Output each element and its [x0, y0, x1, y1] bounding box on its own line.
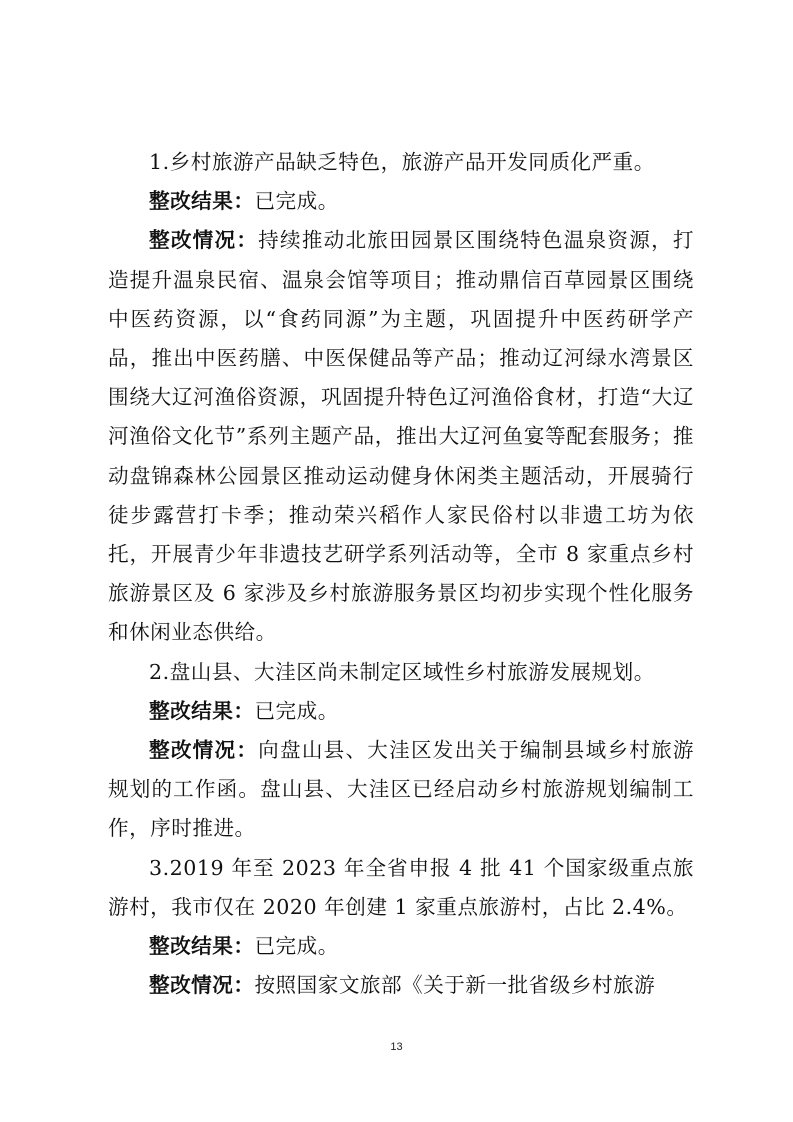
paragraph-label: 整改结果： — [149, 698, 255, 723]
paragraph-label: 整改情况： — [149, 738, 259, 763]
paragraph-status-1 — [108, 221, 694, 652]
paragraph-text: 已完成。 — [254, 698, 339, 723]
paragraph-label: 整改结果： — [149, 934, 255, 959]
paragraph-status-2 — [108, 731, 694, 849]
paragraph-text: 向盘山县、大洼区发出关于编制县域乡村旅游规划的工作函。盘山县、大洼区已经启动乡村旅游规划编制工作，序时推进。 — [108, 738, 695, 841]
paragraph-result-2 — [108, 692, 694, 731]
paragraph-label: 整改情况： — [149, 973, 255, 998]
paragraph-result-1 — [108, 182, 694, 221]
paragraph-text: 已完成。 — [254, 189, 339, 214]
paragraph-text: 持续推动北旅田园景区围绕特色温泉资源，打造提升温泉民宿、温泉会馆等项目；推动鼎信百草园景区围绕中医药资源，以“食药同源”为主题，巩固提升中医药研学产品，推出中医药膳、中医保健品等产品；推动辽河绿水湾景区围绕大辽河渔俗资源，巩固提升特色辽河渔俗食材，打造“大辽河渔俗文化节”系列主题产品，推出大辽河鱼宴等配套服务；推动盘锦森林公园景区推动运动健身休闲类主题活动，开展骑行徒步露营打卡季；推动荣兴稻作人家民俗村以非遗工坊为依托，开展青少年非遗技艺研学系列活动等，全市 8 家重点乡村旅游景区及 6 家涉及乡村旅游服务景区均初步实现个性化服务和休闲业态供给。 — [108, 228, 695, 645]
paragraph-issue-1 — [108, 143, 694, 182]
paragraph-text: 3.2019 年至 2023 年全省申报 4 批 41 个国家级重点旅游村，我市仅在 2020 年创建 1 家重点旅游村，占比 2.4%。 — [108, 855, 694, 919]
paragraph-result-3 — [108, 927, 694, 966]
paragraph-label: 整改结果： — [149, 189, 255, 214]
paragraph-issue-3 — [108, 849, 694, 927]
paragraph-issue-2 — [108, 653, 694, 692]
page-number: 13 — [390, 1041, 403, 1053]
paragraph-text: 已完成。 — [254, 934, 339, 959]
paragraph-text: 1.乡村旅游产品缺乏特色，旅游产品开发同质化严重。 — [149, 150, 655, 174]
paragraph-status-3 — [108, 966, 694, 1005]
paragraph-text: 按照国家文旅部《关于新一批省级乡村旅游 — [254, 973, 656, 998]
paragraph-text: 2.盘山县、大洼区尚未制定区域性乡村旅游发展规划。 — [149, 659, 655, 684]
document-body — [108, 143, 694, 1005]
paragraph-label: 整改情况： — [149, 228, 259, 253]
